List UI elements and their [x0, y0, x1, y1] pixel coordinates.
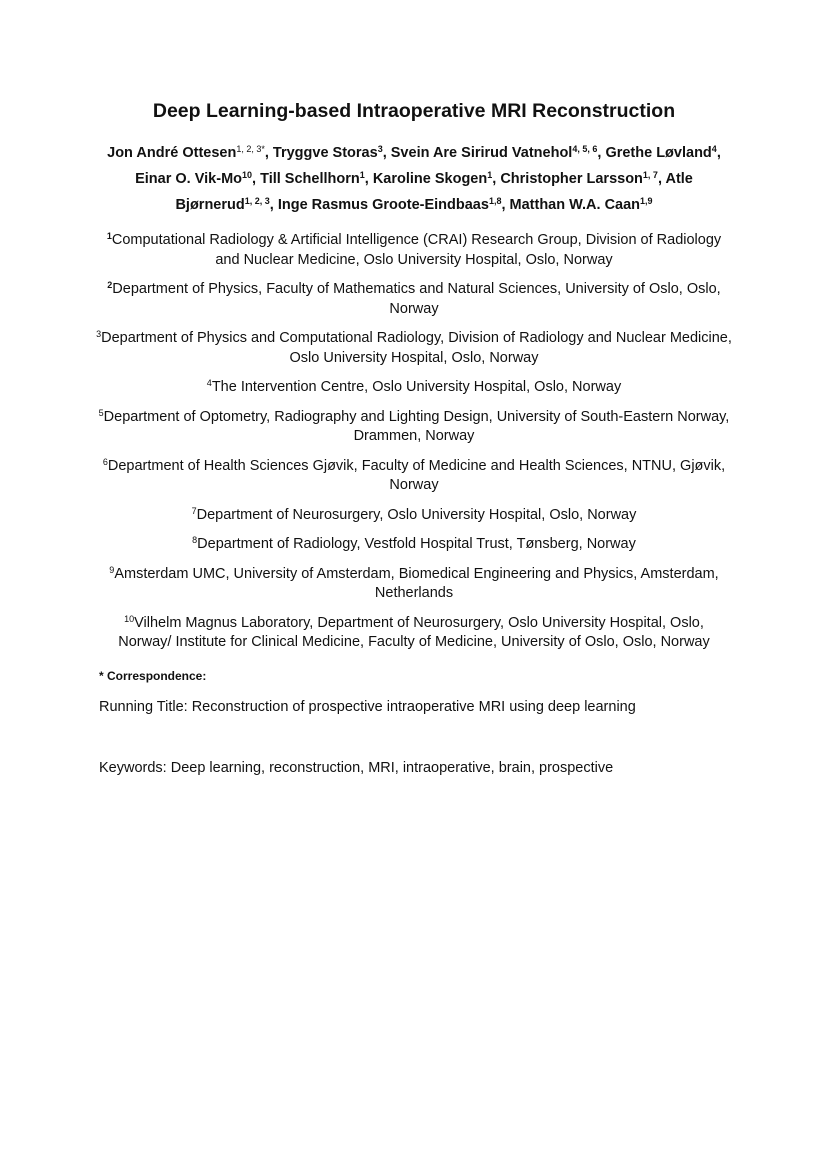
author-name: Till Schellhorn [260, 171, 360, 187]
author-affiliation-marker: 1 [359, 170, 365, 180]
author [107, 145, 265, 161]
author [391, 145, 598, 161]
author [373, 171, 492, 187]
author-name: Svein Are Sirirud Vatnehol [390, 145, 573, 161]
affiliation-text: Department of Neurosurgery, Oslo University Hospital, Oslo, Norway [196, 506, 637, 523]
correspondence-label: * Correspondence: [99, 669, 207, 683]
affiliation [96, 506, 732, 526]
affiliation-list [96, 231, 732, 663]
affiliation-text: Department of Radiology, Vestfold Hospital Trust, Tønsberg, Norway [197, 536, 636, 552]
author-affiliation-marker: 1 [487, 170, 493, 180]
author-name: Inge Rasmus Groote-Eindbaas [277, 197, 489, 213]
affiliation-text: Department of Optometry, Radiography and Lighting Design, University of South-Eastern Norway, Drammen, Norway [103, 408, 730, 444]
author-affiliation-marker: 10 [242, 170, 253, 180]
author-affiliation-marker: 3 [377, 144, 383, 154]
affiliation [96, 231, 732, 270]
affiliation-number: 6 [102, 456, 108, 467]
author-affiliation-marker: 4, 5, 6 [572, 144, 598, 154]
affiliation-number: 5 [98, 407, 104, 418]
affiliation-text: The Intervention Centre, Oslo University Hospital, Oslo, Norway [211, 379, 622, 395]
author-affiliation-marker: 1,9 [640, 196, 653, 206]
author-affiliation-marker: 4 [711, 144, 717, 154]
author [273, 145, 383, 161]
affiliation-number: 9 [109, 564, 115, 575]
affiliation [96, 329, 732, 368]
author [605, 145, 716, 161]
affiliation-number: 3 [96, 329, 102, 339]
author [500, 171, 658, 187]
author-affiliation-marker: 1, 2, 3* [236, 144, 265, 154]
author-affiliation-marker: 1, 7 [642, 170, 658, 180]
affiliation-text: Vilhelm Magnus Laboratory, Department of Neurosurgery, Oslo University Hospital, Oslo, Norway/ Institute for Clinical Medicine, Faculty of Medicine, University of Oslo, Oslo, Norway [118, 614, 710, 650]
author-name: Christopher Larsson [500, 171, 643, 187]
affiliation-number: 7 [191, 505, 197, 516]
author-affiliation-marker: 1, 2, 3 [244, 196, 270, 206]
affiliation-text: Computational Radiology & Artificial Intelligence (CRAI) Research Group, Division of Radiology and Nuclear Medicine, Oslo University Hospital, Oslo, Norway [111, 232, 722, 268]
author-name: Grethe Løvland [605, 145, 712, 161]
affiliation-number: 10 [124, 613, 135, 624]
affiliation-number: 1 [106, 231, 112, 241]
affiliation [96, 408, 732, 447]
affiliation [96, 280, 732, 319]
author [260, 171, 365, 187]
affiliation [96, 614, 732, 653]
keywords: Keywords: Deep learning, reconstruction, MRI, intraoperative, brain, prospective [99, 760, 614, 776]
author-name: Atle Bjørnerud [175, 171, 693, 213]
affiliation-number: 8 [192, 535, 198, 545]
author [135, 171, 252, 187]
paper-title: Deep Learning-based Intraoperative MRI Reconstruction [152, 100, 676, 122]
author-name: Matthan W.A. Caan [509, 197, 641, 213]
affiliation [96, 457, 732, 496]
affiliation [96, 535, 732, 555]
author-name: Karoline Skogen [372, 171, 488, 187]
affiliation-number: 4 [206, 378, 212, 388]
affiliation-text: Department of Health Sciences Gjøvik, Faculty of Medicine and Health Sciences, NTNU, Gjøvik, Norway [107, 457, 726, 493]
running-title: Running Title: Reconstruction of prospective intraoperative MRI using deep learning [99, 699, 636, 715]
author-affiliation-marker: 1,8 [488, 196, 502, 206]
affiliation-text: Department of Physics, Faculty of Mathematics and Natural Sciences, University of Oslo, Oslo, Norway [112, 281, 721, 317]
affiliation-number: 2 [107, 280, 113, 290]
author-list: Jon André Ottesen$^{1, 2, 3*}$, Tryggve Storas$^3$, Svein Are Sirirud Vatnehol$^{4, 5, 6}$, Grethe Løvland$^4$, Einar O. Vik-Mo$^{10}$, Till Schellhorn$^1$, Karoline Skogen$^1$, Christopher Larsson$^{1, 7}$, Atle Bjørnerud$^{1, 2, 3}$, Inge Rasmus Groote-Eindbaas$^{1,8}$, Matthan W.A. Caan$^{1,9}$ [107, 144, 721, 213]
author [278, 197, 502, 213]
author-name: Tryggve Storas [272, 145, 378, 161]
author-name: Einar O. Vik-Mo [135, 171, 243, 187]
affiliation-text: Department of Physics and Computational Radiology, Division of Radiology and Nuclear Medicine, Oslo University Hospital, Oslo, Norway [101, 330, 732, 366]
author-name: Jon André Ottesen [107, 145, 237, 161]
affiliation-text: Amsterdam UMC, University of Amsterdam, Biomedical Engineering and Physics, Amsterdam, Netherlands [114, 565, 719, 601]
affiliation [96, 378, 732, 398]
affiliation [96, 565, 732, 604]
author [510, 197, 653, 213]
